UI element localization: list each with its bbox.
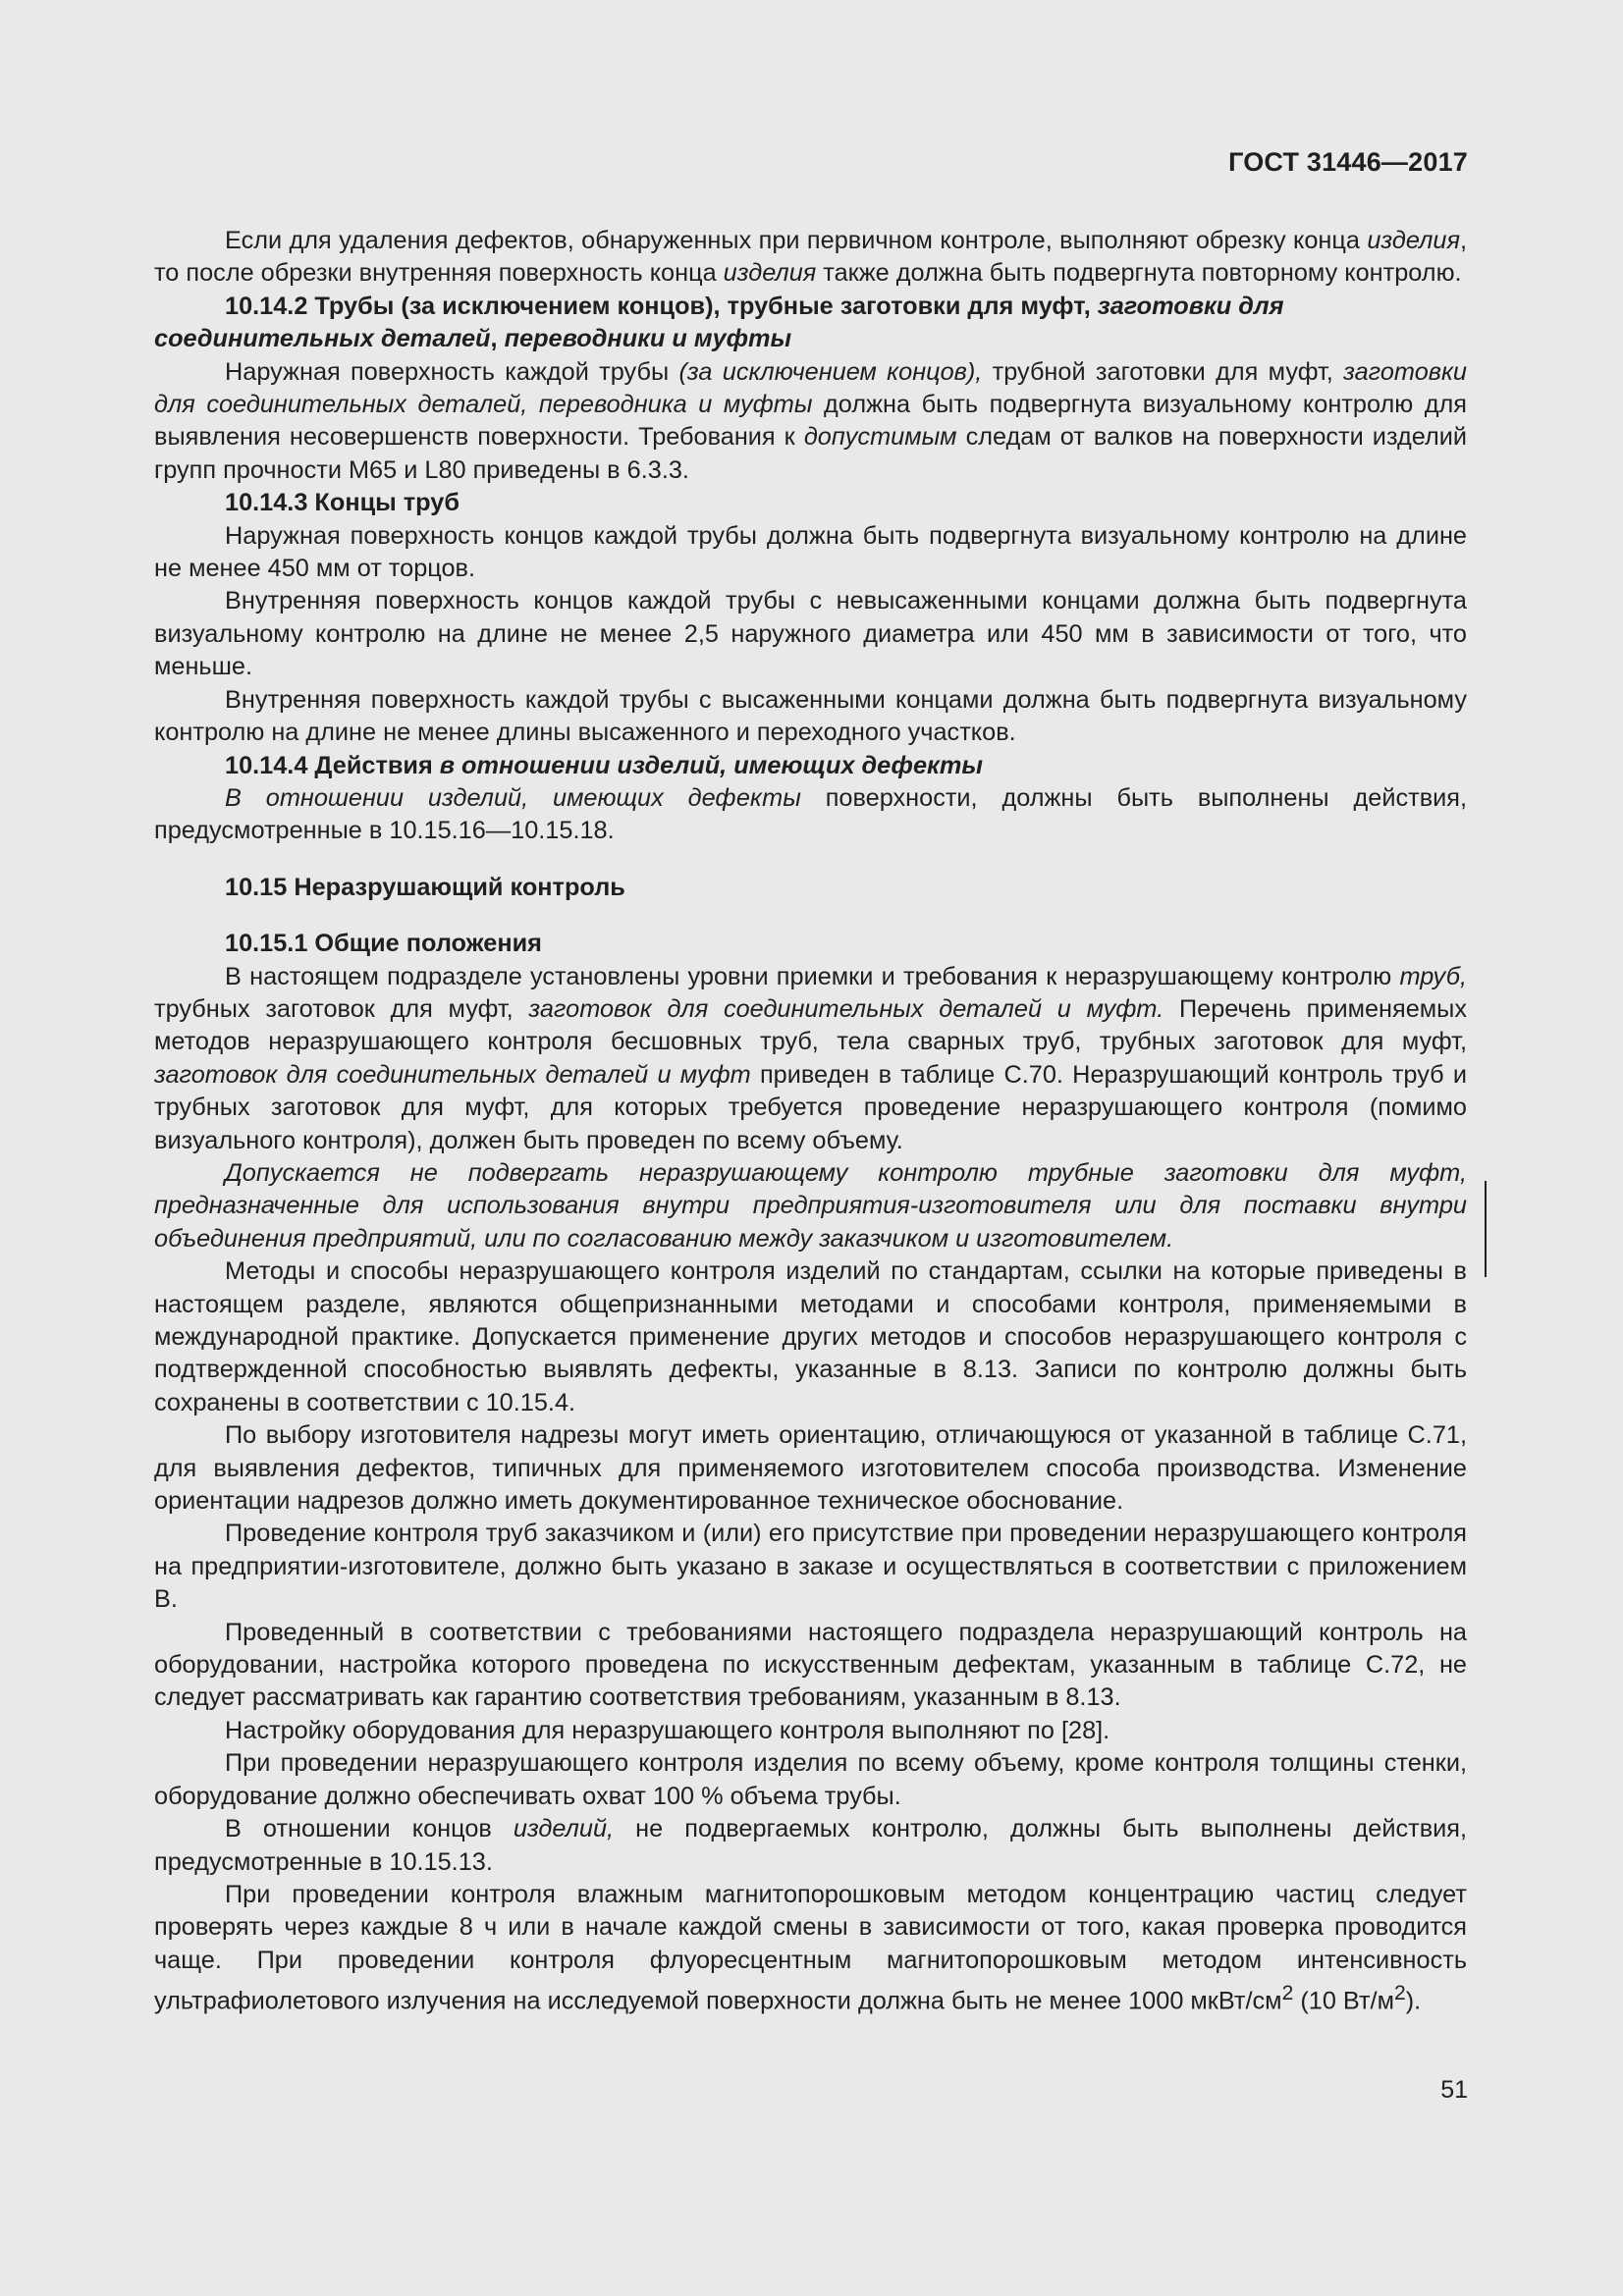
paragraph: Проведенный в соответствии с требованиями настоящего подраздела неразрушающий контроль на оборудовании, настройка которого проведена по искусственным дефектам, указанным в таблице С.72, не следует рассматривать как гарантию соответствия требованиям, указанным в 8.13. — [154, 1618, 1467, 1712]
paragraph: Наружная поверхность концов каждой трубы должна быть подвергнута визуальному контролю на длине не менее 450 мм от торцов. — [154, 521, 1467, 583]
paragraph: Настройку оборудования для неразрушающего контроля выполняют по [28]. — [225, 1716, 1110, 1744]
paragraph: Проведение контроля труб заказчиком и (или) его присутствие при проведении неразрушающего контроля на предприятии-изготовителе, должно быть указано в заказе и осуществляться в соответствии с приложением В. — [154, 1520, 1467, 1614]
document-header: ГОСТ 31446—2017 — [1228, 147, 1468, 177]
change-bar — [1485, 1181, 1487, 1277]
paragraph: В отношении концов изделий, не подвергаемых контролю, должны быть выполнены действия, предусмотренные в 10.15.13. — [154, 1815, 1467, 1876]
section-heading: 10.15 Неразрушающий контроль — [225, 873, 625, 901]
section-heading: 10.15.1 Общие положения — [225, 930, 542, 958]
paragraph: Наружная поверхность каждой трубы (за исключением концов), трубной заготовки для муфт, заготовки для соединительных деталей, переводника и муфты должна быть подвергнута визуальному контролю для выявления несовершенств поверхности. Требования к допустимым следам от валков на поверхности изделий групп прочности M65 и L80 приведены в 6.3.3. — [154, 357, 1467, 484]
paragraph: Методы и способы неразрушающего контроля изделий по стандартам, ссылки на которые приведены в настоящем разделе, являются общепризнанными методами и способами контроля, применяемыми в международной практике. Допускается применение других методов и способов неразрушающего контроля с подтвержденной способностью выявлять дефекты, указанные в 8.13. Записи по контролю должны быть сохранены в соответствии с 10.15.4. — [154, 1257, 1467, 1416]
paragraph: При проведении контроля влажным магнитопорошковым методом концентрацию частиц следует проверять через каждые 8 ч или в начале каждой смены в зависимости от того, какая проверка проводится чаще. При проведении контроля флуоресцентным магнитопорошковым методом интенсивность ультрафиолетового излучения на исследуемой поверхности должна быть не менее 1000 мкВт/$см^2$ (10 $Вт/м^2$). — [154, 1880, 1467, 2015]
paragraph: Внутренняя поверхность концов каждой трубы с невысаженными концами должна быть подвергнута визуальному контролю на длине не менее 2,5 наружного диаметра или 450 мм в зависимости от того, что меньше. — [154, 587, 1467, 681]
paragraph: Допускается не подвергать неразрушающему контролю трубные заготовки для муфт, предназначенные для использования внутри предприятия-изготовителя или для поставки внутри объединения предприятий, или по согласованию между заказчиком и изготовителем. — [154, 1158, 1467, 1253]
document-body — [154, 225, 1467, 2018]
paragraph: Если для удаления дефектов, обнаруженных при первичном контроле, выполняют обрезку конца изделия, то после обрезки внутренняя поверхность конца изделия также должна быть подвергнута повторному контролю. — [154, 227, 1467, 288]
paragraph: В отношении изделий, имеющих дефекты поверхности, должны быть выполнены действия, предусмотренные в 10.15.16—10.15.18. — [154, 783, 1467, 845]
paragraph: Внутренняя поверхность каждой трубы с высаженными концами должна быть подвергнута визуальному контролю на длине не менее длины высаженного и переходного участков. — [154, 685, 1467, 747]
section-heading: 10.14.2 Трубы (за исключением концов), трубные заготовки для муфт, заготовки для соединительных деталей, переводники и муфты — [154, 292, 1284, 353]
paragraph: По выбору изготовителя надрезы могут иметь ориентацию, отличающуюся от указанной в таблице С.71, для выявления дефектов, типичных для применяемого изготовителем способа производства. Изменение ориентации надрезов должно иметь документированное техническое обоснование. — [154, 1421, 1467, 1516]
paragraph: При проведении неразрушающего контроля изделия по всему объему, кроме контроля толщины стенки, оборудование должно обеспечивать охват 100 % объема трубы. — [154, 1749, 1467, 1810]
page-number: 51 — [1440, 2076, 1468, 2104]
section-heading: 10.14.4 Действия в отношении изделий, имеющих дефекты — [225, 751, 983, 779]
section-heading: 10.14.3 Концы труб — [225, 489, 460, 517]
paragraph: В настоящем подразделе установлены уровни приемки и требования к неразрушающему контролю труб, трубных заготовок для муфт, заготовок для соединительных деталей и муфт. Перечень применяемых методов неразрушающего контроля бесшовных труб, тела сварных труб, трубных заготовок для муфт, заготовок для соединительных деталей и муфт приведен в таблице С.70. Неразрушающий контроль труб и трубных заготовок для муфт, для которых требуется проведение неразрушающего контроля (помимо визуального контроля), должен быть проведен по всему объему. — [154, 962, 1468, 1154]
